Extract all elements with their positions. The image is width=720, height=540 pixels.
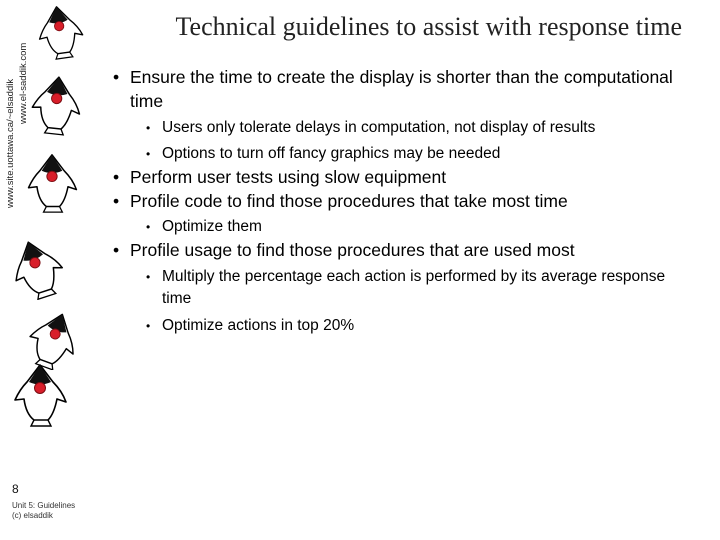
bullet-text: Profile usage to find those procedures that are used most bbox=[130, 240, 575, 260]
bullet-item bbox=[113, 165, 673, 189]
sidebar-url-elsaddik: www.el-saddik.com bbox=[18, 42, 29, 124]
sub-bullet-text: Users only tolerate delays in computation, not display of results bbox=[162, 119, 596, 136]
sub-bullet-item bbox=[146, 117, 686, 139]
sub-bullet-text: Options to turn off fancy graphics may be needed bbox=[162, 145, 501, 162]
footer-copyright: (c) elsaddik bbox=[12, 511, 53, 520]
bullet-item bbox=[113, 189, 673, 213]
bullet-item bbox=[113, 65, 673, 113]
bullet-marker: • bbox=[113, 67, 120, 87]
sub-bullet-text: Optimize actions in top 20% bbox=[162, 317, 355, 334]
bullet-marker: • bbox=[146, 121, 151, 135]
duke-mascot-icon bbox=[20, 152, 84, 214]
bullet-marker: • bbox=[113, 240, 120, 260]
sub-bullet-text: Multiply the percentage each action is performed by its average response time bbox=[162, 268, 666, 307]
sub-bullet-item bbox=[146, 266, 686, 310]
footer-unit-label: Unit 5: Guidelines bbox=[12, 501, 76, 510]
bullet-item bbox=[113, 238, 673, 262]
duke-mascot-icon bbox=[4, 362, 76, 428]
duke-mascot-icon bbox=[6, 238, 68, 300]
bullet-marker: • bbox=[146, 270, 151, 284]
sub-bullet-text: Optimize them bbox=[162, 218, 262, 235]
page-number: 8 bbox=[12, 482, 19, 496]
sub-bullet-item bbox=[146, 315, 686, 337]
duke-mascot-icon bbox=[28, 74, 84, 136]
bullet-text: Perform user tests using slow equipment bbox=[130, 167, 447, 187]
duke-mascot-icon bbox=[22, 310, 84, 370]
bullet-marker: • bbox=[146, 147, 151, 161]
bullet-marker: • bbox=[146, 319, 151, 333]
bullet-marker: • bbox=[113, 191, 120, 211]
sidebar-url-uottawa: www.site.uottawa.ca/~elsaddik bbox=[5, 78, 16, 208]
slide-title: Technical guidelines to assist with response time bbox=[175, 12, 682, 41]
bullet-text: Ensure the time to create the display is shorter than the computational time bbox=[130, 67, 673, 111]
bullet-text: Profile code to find those procedures that take most time bbox=[130, 191, 568, 211]
sub-bullet-item bbox=[146, 216, 686, 238]
sub-bullet-item bbox=[146, 143, 686, 165]
bullet-marker: • bbox=[113, 167, 120, 187]
bullet-marker: • bbox=[146, 220, 151, 234]
